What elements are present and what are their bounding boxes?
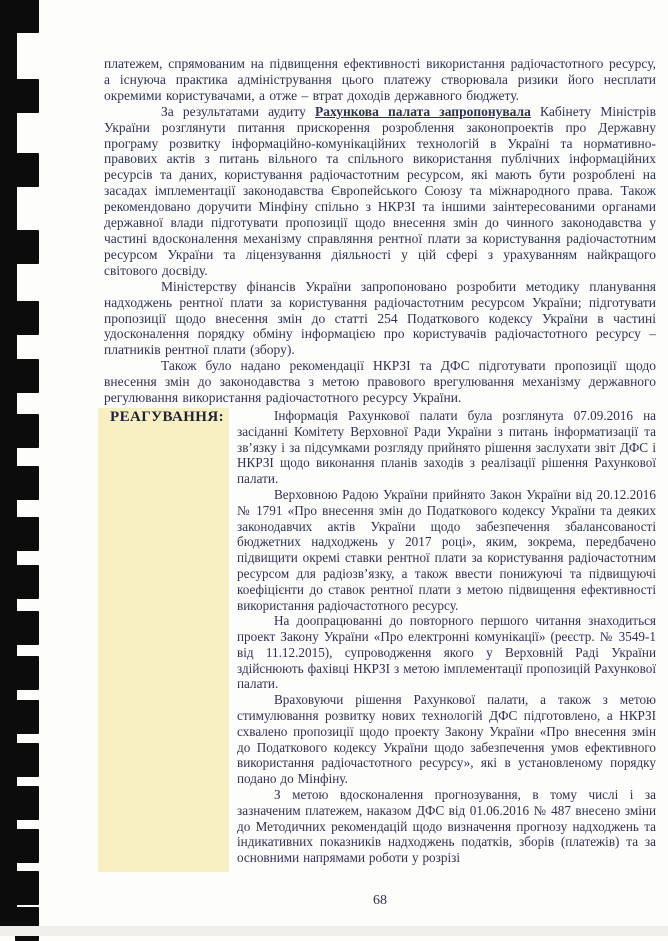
binding-tooth (15, 414, 39, 448)
binding-tooth (15, 829, 39, 863)
binding-tooth (15, 700, 39, 734)
reaction-section (98, 408, 656, 905)
paragraph: Також було надано рекомендації НКРЗІ та ДФС підготувати пропозиції щодо внесення змін до законодавства з метою правового врегулювання механізму державного регулювання використання радіочастотного ресурсу України. (104, 358, 656, 406)
paragraph: За результатами аудиту Рахункова палата запропонувала Кабінету Міністрів України розглянути питання прискорення розроблення законопроектів про Державну програму розвитку інформаційно-комунікаційних технологій в Україні та нормативно-правових актів з питань вільного та спільного використання публічних інформаційних ресурсів та даних, користування радіочастотним ресурсом, які мають бути розроблені на засадах імплементації законодавства Європейського Союзу та міжнародного права. Також рекомендовано доручити Мінфіну спільно з НКРЗІ та іншими заінтересованими органами державної влади підготувати пропозиції щодо внесення змін до чинного законодавства у частині вдосконалення механізму справляння рентної плати за користування радіочастотним ресурсом України та ліцензування діяльності у цій сфері з урахуванням найкращого світового досвіду. (104, 103, 656, 278)
binding-tooth (15, 611, 39, 645)
binding-tooth (15, 656, 39, 690)
binding-tooth (15, 153, 39, 187)
binding-tooth (15, 871, 39, 905)
binding-tooth (15, 786, 39, 820)
paragraph: З метою вдосконалення прогнозування, в тому числі і за зазначеним платежем, наказом ДФС від 01.06.2016 № 487 внесено зміни до Методичних рекомендацій щодо визначення прогнозу надходжень та індикативних показників надходжень податків, зборів (платежів) та за основними напрямами роботи у розрізі (237, 787, 656, 866)
document-text (104, 56, 656, 905)
paragraph: платежем, спрямованим на підвищення ефективності використання радіочастотного ресурсу, а існуюча практика адміністрування цього платежу створювала ризики його несплати окремими користувачами, а отже – втрат доходів державного бюджету. (104, 56, 656, 103)
binding-tooth (15, 466, 39, 500)
binding-tooth (15, 517, 39, 551)
reaction-label: РЕАГУВАННЯ: (110, 408, 225, 425)
binding-tooth (15, 743, 39, 777)
binding-tooth (15, 565, 39, 599)
paragraph: На доопрацюванні до повторного першого читання знаходиться проект Закону України «Про електронні комунікації» (реєстр. № 3549-1 від 11.12.2015), супроводження якого у Верховній Раді України здійснюють фахівці НКРЗІ з метою імплементації пропозицій Рахункової палати. (237, 613, 656, 692)
page-number: 68 (373, 893, 387, 908)
reaction-highlight-strip (98, 408, 229, 872)
binding-tooth (15, 0, 39, 33)
paragraph: Верховною Радою України прийнято Закон України від 20.12.2016 № 1791 «Про внесення змін до Податкового кодексу України та деяких законодавчих актів України щодо забезпечення збалансованості бюджетних надходжень у 2017 році», яким, зокрема, передбачено підвищити окремі ставки рентної плати за користування радіочастотним ресурсом для радіозв’язку, а також ввести понижуючі та підвищуючі коефіцієнти до ставок рентної плати з метою підвищення ефективності використання радіочастотного ресурсу. (237, 486, 656, 613)
paragraph: Міністерству фінансів України запропоновано розробити методику планування надходжень рентної плати за користування радіочастотним ресурсом України; підготувати пропозиції щодо внесення змін до статті 254 Податкового кодексу України в частині удосконалення порядку обміну інформацією про користувачів радіочастотного ресурсу – платників рентної плати (збору). (104, 278, 656, 358)
binding-tooth (15, 359, 39, 393)
paragraph: Враховуючи рішення Рахункової палати, а також з метою стимулювання розвитку нових технологій ДФС підготовлено, а НКРЗІ схвалено пропозиції щодо проекту Закону України «Про внесення змін до Податкового кодексу України щодо забезпечення умов ефективного використання радіочастотного ресурсу», які в установленому порядку подано до Мінфіну. (237, 692, 656, 787)
binding-tooth (15, 301, 39, 335)
main-text-block (104, 56, 656, 406)
binding-tooth (15, 230, 39, 264)
paragraph: Інформація Рахункової палати була розглянута 07.09.2016 на засіданні Комітету Верховної Ради України з питань інформатизації та зв’язку і за підсумками розгляду прийнято рішення заслухати звіт ДФС і НКРЗІ щодо виконання планів заходів з реалізації рішення Рахункової палати. (237, 407, 656, 487)
reaction-text-column (237, 408, 656, 866)
scan-bottom-edge (0, 926, 668, 936)
bold-underline-phrase: Рахункова палата запропонувала (315, 103, 531, 119)
binding-tooth (15, 79, 39, 113)
